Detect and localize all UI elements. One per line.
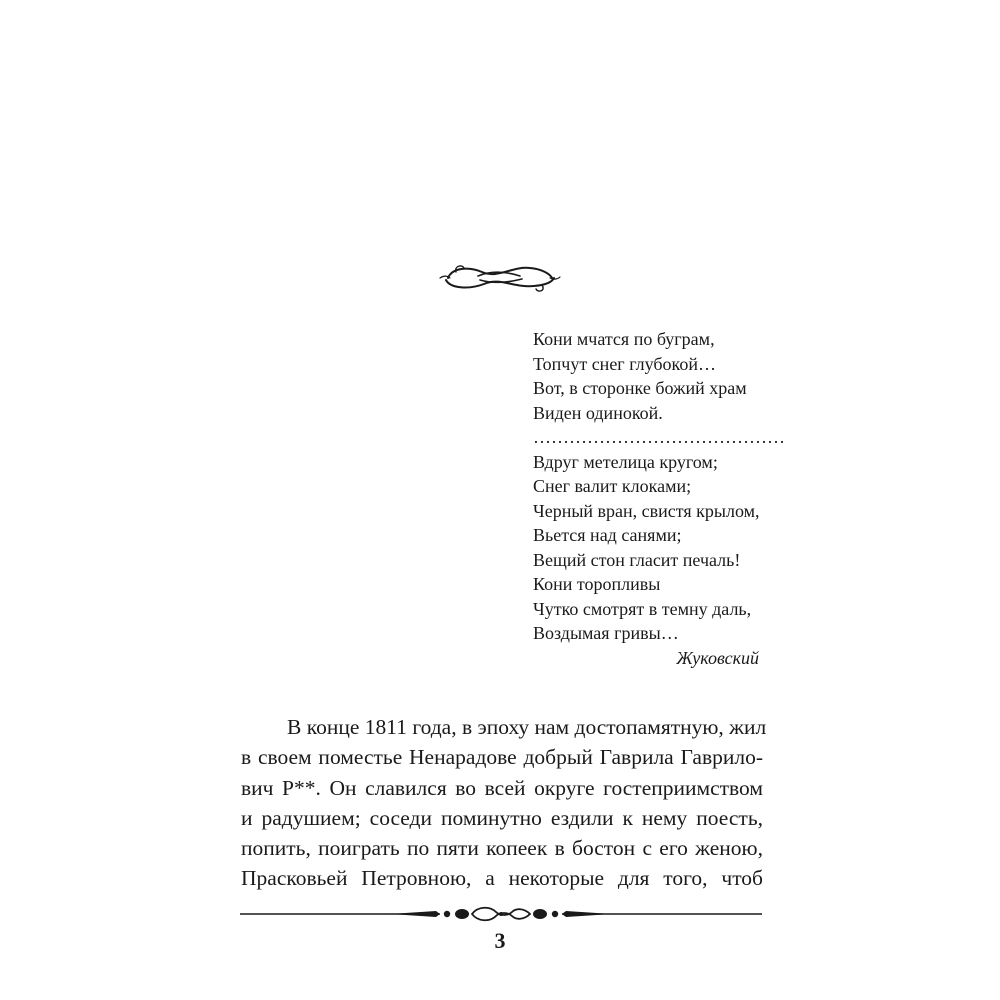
page-number: 3 [494, 928, 506, 953]
epigraph-line: Кони торопливы [533, 574, 661, 594]
body-line: Прасковьей Петровною, а некоторые для того, чтоб [241, 866, 763, 891]
epigraph-ellipsis-line: …………………………………… [533, 427, 785, 447]
body-paragraph [241, 712, 767, 894]
scroll-divider-ornament-icon [240, 902, 762, 926]
body-line: и радушием; соседи поминутно ездили к нему поесть, [241, 805, 763, 830]
epigraph-line: Чутко смотрят в темну даль, [533, 598, 752, 619]
epigraph-line: Виден одинокой. [533, 402, 663, 423]
epigraph-line: Топчут снег глубокой… [533, 353, 717, 374]
epigraph-line: Снег валит клоками; [533, 476, 692, 496]
epigraph-line: Вьется над санями; [533, 525, 682, 545]
epigraph-line: Черный вран, свистя крылом, [533, 500, 760, 521]
body-line: В конце 1811 года, в эпоху нам достопамятную, жил [287, 715, 767, 739]
epigraph-line: Вещий стон гласит печаль! [533, 549, 741, 570]
flourish-ornament-icon [438, 258, 562, 298]
epigraph-author: Жуковский [676, 647, 759, 668]
epigraph [533, 327, 785, 670]
epigraph-line: Вот, в сторонке божий храм [533, 378, 747, 398]
epigraph-line: Вдруг метелица кругом; [533, 451, 718, 472]
body-line: вич Р**. Он славился во всей округе гостеприимством [241, 775, 763, 800]
body-line: попить, поиграть по пяти копеек в бостон с его женою, [241, 836, 763, 861]
epigraph-line: Кони мчатся по буграм, [533, 329, 715, 349]
epigraph-line: Воздымая гривы… [533, 623, 679, 643]
body-line: в своем поместье Ненарадове добрый Гаврила Гаврило- [241, 745, 763, 770]
